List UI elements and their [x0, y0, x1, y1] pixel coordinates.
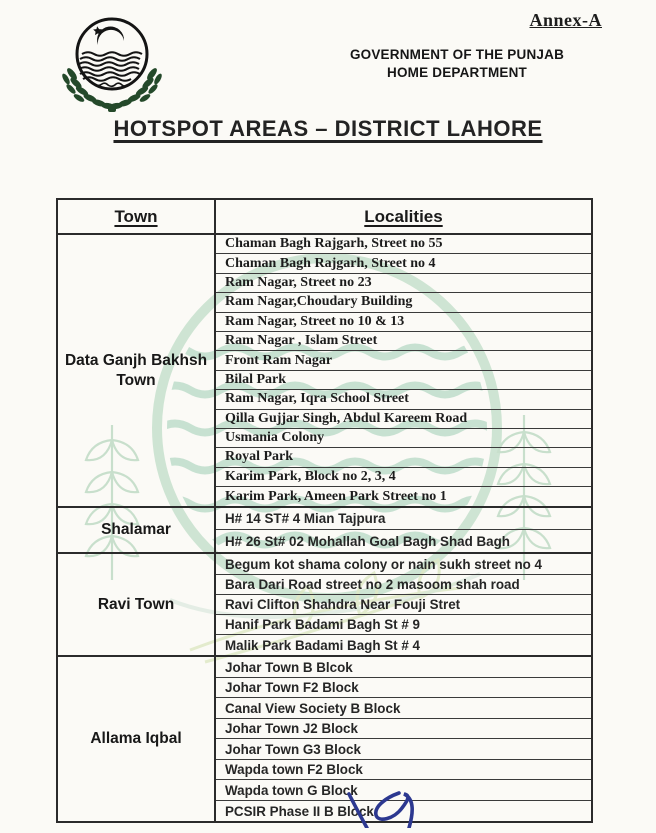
locality-row: Ram Nagar, Street no 23: [216, 274, 591, 293]
locality-row: H# 14 ST# 4 Mian Tajpura: [216, 508, 591, 530]
annex-label: Annex-A: [529, 10, 602, 30]
hotspot-table: [56, 198, 593, 823]
locality-row: Johar Town B Blcok: [216, 657, 591, 678]
locality-row: Royal Park: [216, 448, 591, 467]
locality-row: Ram Nagar , Islam Street: [216, 332, 591, 351]
locality-row: Chaman Bagh Rajgarh, Street no 4: [216, 254, 591, 273]
locality-row: Hanif Park Badami Bagh St # 9: [216, 615, 591, 635]
locality-row: Karim Park, Ameen Park Street no 1: [225, 488, 447, 504]
localities-column: [216, 508, 591, 552]
org-line2: HOME DEPARTMENT: [387, 65, 527, 80]
town-name: Data Ganjh Bakhsh Town: [58, 235, 216, 506]
locality-row: Malik Park Badami Bagh St # 4: [225, 637, 420, 653]
table-header-row: [58, 200, 591, 235]
town-name: Ravi Town: [58, 554, 216, 655]
locality-row: Ravi Clifton Shahdra Near Fouji Stret: [216, 595, 591, 615]
locality-row: Begum kot shama colony or nain sukh street no 4: [216, 554, 591, 574]
town-section: [58, 508, 591, 554]
locality-row: Qilla Gujjar Singh, Abdul Kareem Road: [216, 410, 591, 429]
column-header-town: Town: [58, 200, 216, 233]
locality-row: Wapda town F2 Block: [216, 760, 591, 781]
localities-column: [216, 554, 591, 655]
org-header: [312, 46, 602, 82]
page-title: HOTSPOT AREAS – DISTRICT LAHORE: [113, 116, 543, 141]
locality-row: Bara Dari Road street no 2 masoom shah road: [216, 575, 591, 595]
town-section: [58, 235, 591, 508]
locality-row: Usmania Colony: [216, 429, 591, 448]
org-line1: GOVERNMENT OF THE PUNJAB: [349, 47, 565, 62]
locality-row: Johar Town F2 Block: [216, 678, 591, 699]
locality-row: Front Ram Nagar: [216, 351, 591, 370]
localities-column: [216, 657, 591, 821]
locality-row: Ram Nagar,Choudary Building: [216, 293, 591, 312]
town-name: Shalamar: [58, 508, 216, 552]
town-section: [58, 657, 591, 821]
locality-row: H# 26 St# 02 Mohallah Goal Bagh Shad Bagh: [225, 533, 510, 549]
table-body: [58, 235, 591, 821]
locality-row: Ram Nagar, Street no 10 & 13: [216, 313, 591, 332]
locality-row: PCSIR Phase II B Block: [225, 803, 374, 819]
locality-row: Canal View Society B Block: [216, 698, 591, 719]
locality-row: Johar Town J2 Block: [216, 719, 591, 740]
locality-row: Ram Nagar, Iqra School Street: [216, 390, 591, 409]
locality-row: Johar Town G3 Block: [216, 739, 591, 760]
punjab-government-emblem-logo: [52, 12, 180, 120]
town-name: Allama Iqbal: [58, 657, 216, 821]
locality-row: Chaman Bagh Rajgarh, Street no 55: [216, 235, 591, 254]
locality-row: Bilal Park: [216, 371, 591, 390]
column-header-localities: Localities: [364, 206, 443, 226]
localities-column: [216, 235, 591, 506]
town-section: [58, 554, 591, 657]
locality-row: Karim Park, Block no 2, 3, 4: [216, 468, 591, 487]
locality-row: Wapda town G Block: [216, 780, 591, 801]
